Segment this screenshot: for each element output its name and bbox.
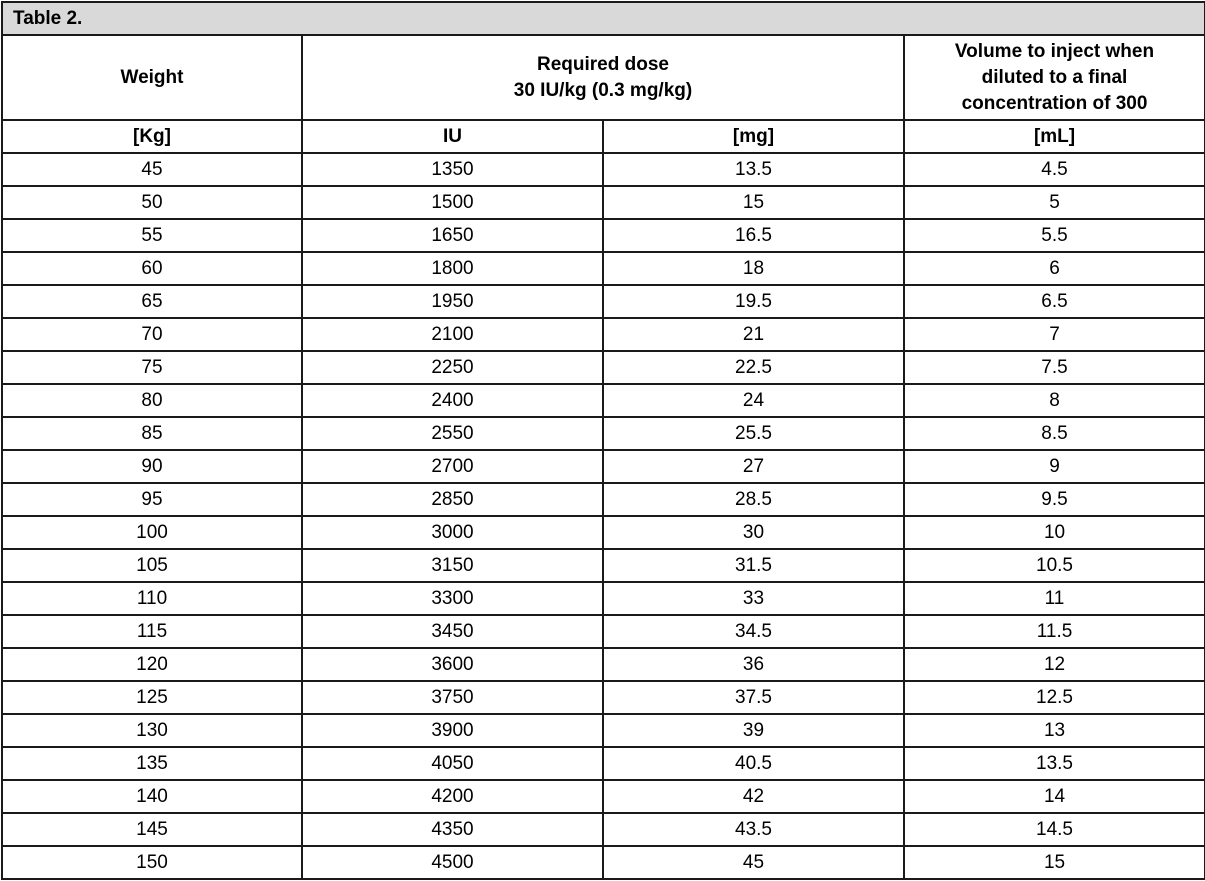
- cell-iu: 4350: [302, 813, 603, 846]
- cell-mg: 25.5: [603, 417, 904, 450]
- volume-header: [904, 35, 1205, 120]
- volume-header-line-2: diluted to a final: [981, 66, 1128, 88]
- cell-weight: 140: [2, 780, 302, 813]
- cell-iu: 1800: [302, 252, 603, 285]
- cell-ml: 12: [904, 648, 1205, 681]
- cell-iu: 3750: [302, 681, 603, 714]
- table-row: [2, 483, 1205, 516]
- cell-ml: 5: [904, 186, 1205, 219]
- table-row: [2, 516, 1205, 549]
- cell-weight: 115: [2, 615, 302, 648]
- cell-iu: 2400: [302, 384, 603, 417]
- cell-iu: 1500: [302, 186, 603, 219]
- cell-iu: 3000: [302, 516, 603, 549]
- cell-ml: 11.5: [904, 615, 1205, 648]
- cell-iu: 2700: [302, 450, 603, 483]
- cell-iu: 3150: [302, 549, 603, 582]
- cell-ml: 7.5: [904, 351, 1205, 384]
- cell-iu: 4200: [302, 780, 603, 813]
- cell-mg: 22.5: [603, 351, 904, 384]
- cell-ml: 14: [904, 780, 1205, 813]
- table-row: [2, 549, 1205, 582]
- table-row: [2, 615, 1205, 648]
- cell-weight: 95: [2, 483, 302, 516]
- cell-iu: 3300: [302, 582, 603, 615]
- cell-mg: 34.5: [603, 615, 904, 648]
- required-dose-header-line-1: Required dose: [537, 53, 669, 75]
- weight-header: Weight: [2, 35, 302, 120]
- table-row: [2, 417, 1205, 450]
- cell-weight: 125: [2, 681, 302, 714]
- cell-iu: 4050: [302, 747, 603, 780]
- cell-iu: 2100: [302, 318, 603, 351]
- table-row: [2, 846, 1205, 879]
- cell-ml: 7: [904, 318, 1205, 351]
- table-row: [2, 681, 1205, 714]
- cell-ml: 8.5: [904, 417, 1205, 450]
- cell-weight: 130: [2, 714, 302, 747]
- table-row: [2, 318, 1205, 351]
- table-row: [2, 582, 1205, 615]
- cell-weight: 70: [2, 318, 302, 351]
- cell-ml: 15: [904, 846, 1205, 879]
- cell-mg: 28.5: [603, 483, 904, 516]
- dose-table: [1, 1, 1205, 880]
- cell-ml: 12.5: [904, 681, 1205, 714]
- cell-iu: 4500: [302, 846, 603, 879]
- cell-mg: 33: [603, 582, 904, 615]
- cell-ml: 10.5: [904, 549, 1205, 582]
- cell-weight: 60: [2, 252, 302, 285]
- cell-iu: 1350: [302, 153, 603, 186]
- unit-iu: IU: [302, 120, 603, 153]
- column-header-row: [2, 35, 1205, 120]
- cell-weight: 75: [2, 351, 302, 384]
- unit-ml: [mL]: [904, 120, 1205, 153]
- volume-header-line-3: concentration of 300: [961, 92, 1148, 114]
- cell-mg: 21: [603, 318, 904, 351]
- cell-weight: 85: [2, 417, 302, 450]
- cell-weight: 90: [2, 450, 302, 483]
- table-body: [2, 153, 1205, 879]
- table-caption-row: [2, 2, 1205, 35]
- table-row: [2, 252, 1205, 285]
- cell-mg: 42: [603, 780, 904, 813]
- cell-iu: 3900: [302, 714, 603, 747]
- unit-header-row: [2, 120, 1205, 153]
- cell-weight: 105: [2, 549, 302, 582]
- table-row: [2, 186, 1205, 219]
- cell-weight: 50: [2, 186, 302, 219]
- cell-iu: 3450: [302, 615, 603, 648]
- cell-mg: 31.5: [603, 549, 904, 582]
- cell-ml: 8: [904, 384, 1205, 417]
- cell-ml: 6.5: [904, 285, 1205, 318]
- cell-ml: 9.5: [904, 483, 1205, 516]
- cell-mg: 19.5: [603, 285, 904, 318]
- cell-ml: 13: [904, 714, 1205, 747]
- cell-weight: 145: [2, 813, 302, 846]
- cell-iu: 2550: [302, 417, 603, 450]
- cell-ml: 14.5: [904, 813, 1205, 846]
- cell-ml: 5.5: [904, 219, 1205, 252]
- cell-iu: 1950: [302, 285, 603, 318]
- unit-weight: [Kg]: [2, 120, 302, 153]
- cell-mg: 30: [603, 516, 904, 549]
- cell-iu: 3600: [302, 648, 603, 681]
- unit-mg: [mg]: [603, 120, 904, 153]
- table-caption: Table 2.: [2, 2, 1205, 35]
- cell-ml: 11: [904, 582, 1205, 615]
- table-row: [2, 714, 1205, 747]
- cell-iu: 2250: [302, 351, 603, 384]
- cell-ml: 13.5: [904, 747, 1205, 780]
- cell-mg: 45: [603, 846, 904, 879]
- cell-weight: 65: [2, 285, 302, 318]
- cell-weight: 45: [2, 153, 302, 186]
- cell-mg: 13.5: [603, 153, 904, 186]
- cell-iu: 1650: [302, 219, 603, 252]
- table-row: [2, 219, 1205, 252]
- cell-mg: 43.5: [603, 813, 904, 846]
- cell-weight: 80: [2, 384, 302, 417]
- cell-mg: 24: [603, 384, 904, 417]
- table-row: [2, 351, 1205, 384]
- cell-mg: 39: [603, 714, 904, 747]
- table-row: [2, 747, 1205, 780]
- cell-mg: 27: [603, 450, 904, 483]
- cell-ml: 9: [904, 450, 1205, 483]
- cell-ml: 6: [904, 252, 1205, 285]
- cell-weight: 135: [2, 747, 302, 780]
- cell-mg: 36: [603, 648, 904, 681]
- cell-weight: 55: [2, 219, 302, 252]
- cell-mg: 40.5: [603, 747, 904, 780]
- cell-weight: 150: [2, 846, 302, 879]
- cell-ml: 4.5: [904, 153, 1205, 186]
- cell-mg: 15: [603, 186, 904, 219]
- cell-weight: 100: [2, 516, 302, 549]
- cell-iu: 2850: [302, 483, 603, 516]
- cell-mg: 37.5: [603, 681, 904, 714]
- table-row: [2, 285, 1205, 318]
- table-row: [2, 450, 1205, 483]
- cell-mg: 18: [603, 252, 904, 285]
- table-row: [2, 384, 1205, 417]
- volume-header-line-1: Volume to inject when: [954, 40, 1155, 62]
- cell-weight: 110: [2, 582, 302, 615]
- cell-mg: 16.5: [603, 219, 904, 252]
- dose-table-container: [0, 1, 1205, 881]
- table-row: [2, 153, 1205, 186]
- required-dose-header: [302, 35, 904, 120]
- table-row: [2, 780, 1205, 813]
- cell-weight: 120: [2, 648, 302, 681]
- table-row: [2, 813, 1205, 846]
- cell-ml: 10: [904, 516, 1205, 549]
- required-dose-header-line-2: 30 IU/kg (0.3 mg/kg): [513, 79, 693, 101]
- table-row: [2, 648, 1205, 681]
